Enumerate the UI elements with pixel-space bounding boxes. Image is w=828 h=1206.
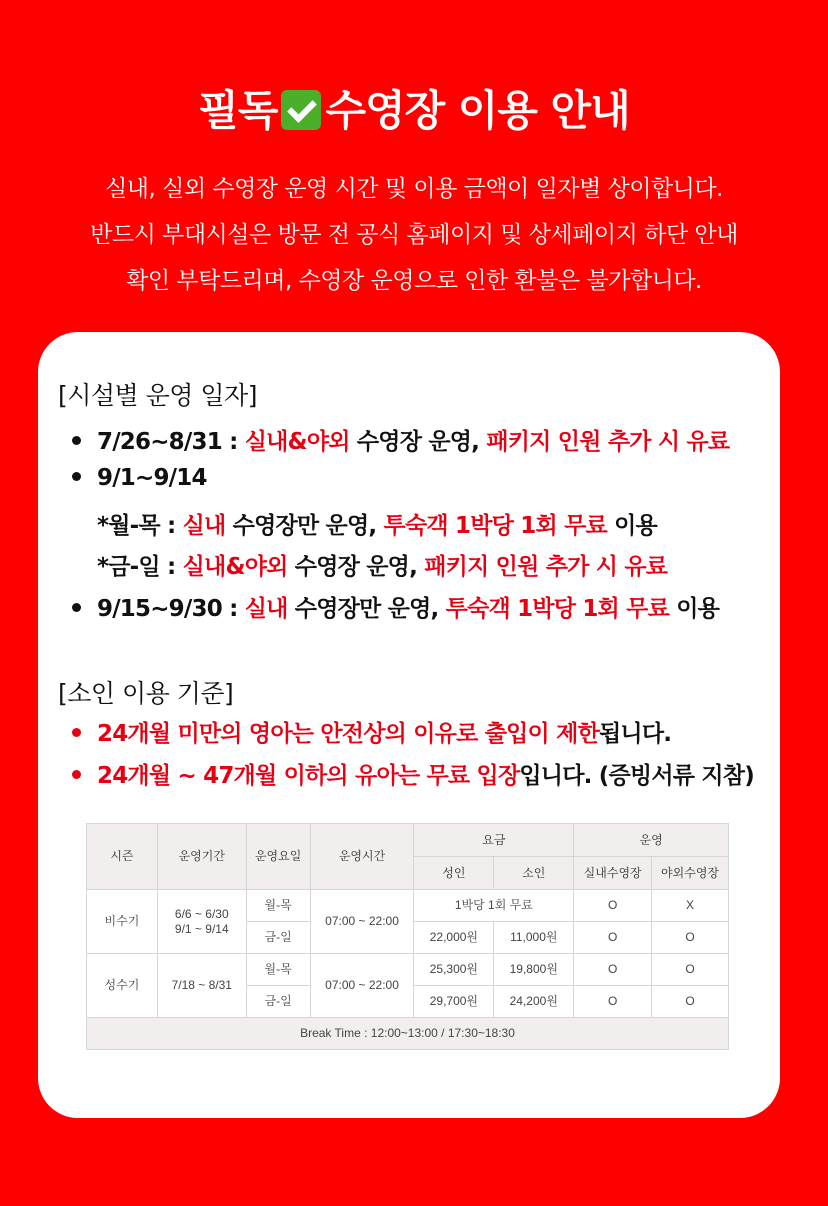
cell-outdoor: X <box>652 890 729 922</box>
header-period: 운영기간 <box>157 824 246 890</box>
plain-text: 이용 <box>669 596 720 622</box>
facility-heading: [시설별 운영 일자] <box>58 381 257 410</box>
highlight-text: 실내&야외 <box>182 554 288 580</box>
period-line: 6/6 ~ 6/30 <box>174 906 229 921</box>
intro-line: 확인 부탁드리며, 수영장 운영으로 인한 환불은 불가합니다. <box>126 268 702 294</box>
bullet-dot-icon <box>72 472 81 481</box>
intro-line: 반드시 부대시설은 방문 전 공식 홈페이지 및 상세페이지 하단 안내 <box>90 222 738 248</box>
bullet-dot-icon <box>72 728 81 737</box>
header-adult: 성인 <box>414 857 494 890</box>
cell-indoor: O <box>574 922 652 954</box>
cell-outdoor: O <box>652 922 729 954</box>
bullet-dot-icon <box>72 436 81 445</box>
cell-child: 19,800원 <box>494 954 574 986</box>
header-fee: 요금 <box>414 824 574 857</box>
plain-text: 수영장만 운영, <box>287 596 446 622</box>
cell-days: 금-일 <box>246 922 310 954</box>
header-operation: 운영 <box>574 824 729 857</box>
child-heading: [소인 이용 기준] <box>58 679 234 708</box>
header-child: 소인 <box>494 857 574 890</box>
header-outdoor: 야외수영장 <box>652 857 729 890</box>
highlight-text: 실내&야외 <box>244 429 350 455</box>
cell-indoor: O <box>574 954 652 986</box>
pool-schedule-table <box>86 823 729 1050</box>
cell-adult: 25,300원 <box>414 954 494 986</box>
plain-text: 수영장 운영, <box>287 554 425 580</box>
cell-outdoor: O <box>652 954 729 986</box>
cell-hours: 07:00 ~ 22:00 <box>310 890 414 954</box>
facility-item-2 <box>72 465 207 491</box>
cell-child: 24,200원 <box>494 986 574 1018</box>
title-main: 수영장 이용 안내 <box>325 86 630 135</box>
cell-days: 월-목 <box>246 954 310 986</box>
bullet-dot-icon <box>72 770 81 779</box>
cell-period: 7/18 ~ 8/31 <box>157 954 246 1018</box>
cell-period <box>157 890 246 954</box>
page-title <box>0 78 828 138</box>
highlight-text: 투숙객 1박당 1회 무료 <box>383 513 607 539</box>
header-season: 시즌 <box>87 824 158 890</box>
cell-days: 금-일 <box>246 986 310 1018</box>
highlight-text: 실내 <box>182 513 226 539</box>
highlight-text: 패키지 인원 추가 시 유료 <box>486 429 730 455</box>
highlight-text: 24개월 ~ 47개월 이하의 유아는 무료 입장 <box>97 763 520 789</box>
cell-outdoor: O <box>652 986 729 1018</box>
cell-child: 11,000원 <box>494 922 574 954</box>
cell-season: 성수기 <box>87 954 158 1018</box>
highlight-text: 24개월 미만의 영아는 안전상의 이유로 출입이 제한 <box>97 721 600 747</box>
plain-text: 수영장만 운영, <box>225 513 384 539</box>
cell-adult: 22,000원 <box>414 922 494 954</box>
highlight-text: 패키지 인원 추가 시 유료 <box>424 554 668 580</box>
title-prefix: 필독 <box>198 86 278 135</box>
facility-item-3 <box>72 590 719 623</box>
plain-text: 입니다. (증빙서류 지참) <box>519 763 754 789</box>
facility-subitem-weekend <box>97 548 667 581</box>
facility-item-1 <box>72 423 729 456</box>
header-indoor: 실내수영장 <box>574 857 652 890</box>
plain-text: 됩니다. <box>599 721 672 747</box>
cell-indoor: O <box>574 890 652 922</box>
highlight-text: 투숙객 1박당 1회 무료 <box>445 596 670 622</box>
cell-adult: 29,700원 <box>414 986 494 1018</box>
period-line: 9/1 ~ 9/14 <box>174 921 229 936</box>
cell-hours: 07:00 ~ 22:00 <box>310 954 414 1018</box>
break-time-note: Break Time : 12:00~13:00 / 17:30~18:30 <box>87 1018 729 1050</box>
bullet-dot-icon <box>72 603 81 612</box>
cell-indoor: O <box>574 986 652 1018</box>
day-label: *월-목 : <box>97 513 183 539</box>
day-label: *금-일 : <box>97 554 183 580</box>
plain-text: 이용 <box>606 513 657 539</box>
cell-fee: 1박당 1회 무료 <box>414 890 574 922</box>
highlight-text: 실내 <box>244 596 288 622</box>
facility-subitem-weekday <box>97 507 657 540</box>
header-days: 운영요일 <box>246 824 310 890</box>
check-emoji-icon <box>281 90 321 130</box>
date-text: 9/1~9/14 <box>97 465 207 491</box>
cell-days: 월-목 <box>246 890 310 922</box>
child-rule-1 <box>72 715 671 748</box>
date-text: 9/15~9/30 : <box>97 596 245 622</box>
intro-text <box>0 166 828 304</box>
child-rule-2 <box>72 757 754 790</box>
intro-line: 실내, 실외 수영장 운영 시간 및 이용 금액이 일자별 상이합니다. <box>105 176 723 202</box>
cell-season: 비수기 <box>87 890 158 954</box>
plain-text: 수영장 운영, <box>349 429 487 455</box>
header-hours: 운영시간 <box>310 824 414 890</box>
date-text: 7/26~8/31 : <box>97 429 245 455</box>
